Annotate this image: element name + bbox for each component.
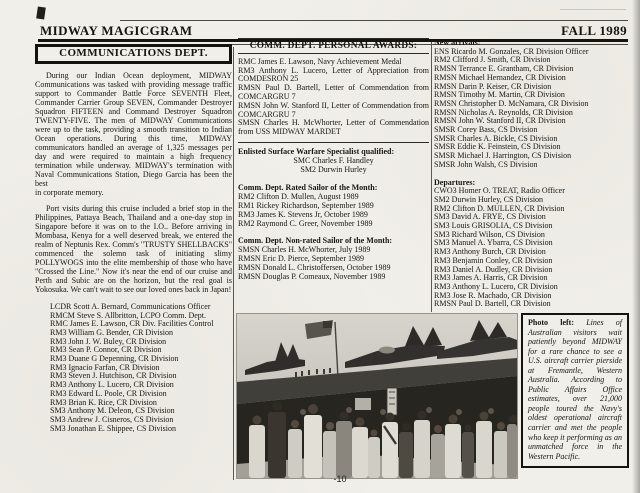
caption-text: Lines of Australian visitors wait patiently beyond MIDWAY for a rare chance to see a U.S. aircraft carrier pierside at Fremantle, Western Australia. According to Public Affairs Office estimates, over 21,000 people toured the Navy's oldest operational aircraft carrier and met the people who keep it performing as an unmatched force in the Western Pacific. [528, 318, 623, 461]
caption-label: Photo left: [528, 318, 574, 327]
departure-entry: RMSN Paul D. Bartell, CR Division [434, 299, 551, 309]
column-divider-right [431, 42, 432, 312]
dept-roster-list [35, 303, 232, 434]
departure-entry: RM3 Anthony L. Lucero, CR Division [434, 281, 558, 291]
roster-entry: RMC James E. Lawson, CR Div. Facilities Control [50, 319, 214, 329]
masthead-title: MIDWAY MAGICGRAM [40, 23, 193, 38]
roster-entry: SM3 Jonathan E. Shippee, CS Division [50, 423, 177, 433]
roster-entry: LCDR Scott A. Bernard, Communications Officer [50, 301, 211, 311]
award-entry: RMSN John W. Stanford II, Letter of Commendation from COMCARGRU 7 [238, 100, 429, 119]
nonrated-som-list [238, 246, 429, 281]
departure-entry: RM3 Daniel A. Dudley, CR Division [434, 264, 553, 274]
roster-entry: RM3 William G. Bender, CR Division [50, 327, 173, 337]
rated-som-entry: RM1 Rickey Richardson, September 1989 [238, 200, 374, 210]
roster-entry: SM3 Andrew J. Cisneros, CS Division [50, 414, 174, 424]
awards-rule-under-title [238, 53, 429, 54]
award-entry: RMSN Paul D. Bartell, Letter of Commendation from COMCARGRU 7 [238, 83, 429, 101]
departure-entry: SM3 Manuel A. Ybarra, CS Division [434, 238, 553, 248]
roster-entry: SM3 Anthony M. Deleon, CS Division [50, 406, 175, 416]
roster-entry: RM3 Edward L. Poole, CR Division [50, 388, 167, 398]
carrier-visit-photo-art [237, 314, 517, 478]
roster-entry: RM3 John J. W. Buley, CR Division [50, 336, 167, 346]
nonrated-som-heading: Comm. Dept. Non-rated Sailor of the Month: [238, 236, 393, 246]
page-edge-shadow [632, 0, 640, 493]
roster-entry: RM3 Anthony L. Lucero, CR Division [50, 380, 174, 390]
communications-dept-heading: COMMUNICATIONS DEPT. [35, 44, 232, 64]
rated-som-entry: RM3 James K. Stevens Jr, October 1989 [238, 209, 368, 219]
arrival-entry: RMSN Christopher D. McNamara, CR Division [434, 98, 589, 108]
awards-column [238, 38, 429, 281]
awards-title: COMM. DEPT. PERSONAL AWARDS: [249, 41, 418, 51]
new-arrivals-heading: New arrivals: [434, 38, 481, 47]
awards-rule-top [238, 38, 429, 39]
departure-entry: SM3 Richard Wilson, CS Division [434, 229, 545, 239]
esws-name: SMC Charles F. Handley [293, 155, 374, 165]
arrival-entry: SMSR John Walsh, CS Division [434, 159, 538, 169]
departures-list [434, 187, 628, 309]
award-entry: RM3 Anthony L. Lucero, Letter of Appreciation from COMDESRON 25 [238, 65, 429, 84]
award-entry: SMSN Charles H. McWhorter, Letter of Commendation from USS MIDWAY MARDET [238, 118, 429, 137]
arrival-entry: RMSN Terrance E. Grantham, CR Division [434, 64, 574, 74]
scan-artifact [36, 7, 46, 20]
departure-entry: CWO3 Homer O. TREAT, Radio Officer [434, 186, 565, 196]
arrival-entry: SMSR Corey Bass, CS Division [434, 125, 538, 135]
departure-entry: SM2 Durwin Hurley, CS Division [434, 194, 544, 204]
arrival-entry: RMSN Darin P. Keiser, CR Division [434, 81, 552, 91]
esws-heading: Enlisted Surface Warfare Specialist qualified: [238, 146, 395, 156]
deployment-paragraph: During our Indian Ocean deployment, MIDWAY Communications was tasked with providing message traffic support to Commander Battle Force SEVENTH Fleet, Commander Carrier Group SEVEN, Commander Destroyer Squadron FIFTEEN and Command Destroyer Squadron TWENTY-FIVE. The men of MIDWAY Communications were up to the task, providing a smooth transition to Indian Ocean operations. During this time, MIDWAY communicators handled an average of 1,325 messages per day and were required to maintain a high frequency termination while underway. MIDWAY's termination with Naval Communications Station, Diego Garcia has been the best in corporate memory. [35, 70, 232, 197]
award-entry: RMC James E. Lawson, Navy Achievement Medal [238, 56, 402, 66]
arrival-entry: RMSN Michael Hernandez, CR Division [434, 72, 566, 82]
arrival-entry: SMSR Charles A. Bickle, CS Division [434, 133, 558, 143]
rated-som-heading: Comm. Dept. Rated Sailor of the Month: [238, 183, 378, 193]
header-rule-top [120, 20, 628, 21]
arrival-entry: RMSN Nicholas A. Reynolds, CR Division [434, 107, 573, 117]
page-number: -10 [333, 474, 347, 484]
arrival-entry: SMSR Michael J. Harrington, CS Division [434, 151, 572, 161]
rated-som-entry: RM2 Clifton D. Mullen, August 1989 [238, 192, 359, 202]
arrival-entry: SMSR Eddie K. Feinstein, CS Division [434, 142, 561, 152]
arrivals-departures-column [434, 39, 628, 309]
departure-entry: RM3 James A. Harris, CR Division [434, 273, 548, 283]
communications-dept-column [35, 44, 232, 433]
departure-entry: RM3 Jose R. Machado, CR Division [434, 290, 552, 300]
new-arrivals-list [434, 48, 628, 170]
column-divider-left [233, 47, 234, 480]
issue-date: FALL 1989 [561, 23, 627, 38]
nonrated-som-entry: RMSN Eric D. Pierce, September 1989 [238, 253, 364, 263]
awards-rule-bottom [238, 142, 429, 143]
roster-entry: RM3 Brian K. Rice, CR Division [50, 397, 157, 407]
arrival-entry: RM2 Clifford J. Smith, CR Division [434, 55, 551, 65]
departure-entry: RM2 Clifton D. MULLEN, CR Division [434, 203, 565, 213]
awards-list [238, 58, 429, 137]
nonrated-som-entry: RMSN Donald L. Christoffersen, October 1989 [238, 262, 391, 272]
carrier-visit-photo [237, 314, 517, 478]
hull-sign [355, 398, 371, 410]
arrival-entry: RMSN John W. Stanford II, CR Division [434, 116, 566, 126]
esws-name: SM2 Durwin Hurley [300, 164, 367, 174]
rated-som-entry: RM2 Raymond C. Greer, November 1989 [238, 218, 373, 228]
roster-entry: RM3 Duane G Depenning, CR Division [50, 354, 179, 364]
roster-entry: RM3 Sean P. Connor, CR Division [50, 345, 162, 355]
roster-entry: RM3 Ignacio Farfan, CR Division [50, 362, 160, 372]
departures-heading: Departures: [434, 177, 476, 187]
roster-entry: RM3 Steven J. Hutchison, CR Division [50, 371, 177, 381]
scan-artifact-line [560, 9, 626, 10]
departure-entry: SM3 Louis GRISOLIA, CS Division [434, 221, 553, 231]
nonrated-som-entry: RMSN Douglas P. Comeaux, November 1989 [238, 271, 386, 281]
departure-entry: SM3 David A. FRYE, CS Division [434, 212, 546, 222]
esws-names [238, 157, 429, 175]
roster-entry: RMCM Steve S. Allbritton, LCPO Comm. Dept. [50, 310, 207, 320]
photo-caption-box [521, 313, 629, 468]
arrival-entry: RMSN Timothy M. Martin, CR Division [434, 90, 565, 100]
departure-entry: RM3 Anthony Burch, CR Division [434, 247, 546, 257]
departure-entry: RM3 Benjamin Conley, CR Division [434, 255, 553, 265]
port-visits-paragraph: Port visits during this cruise included a brief stop in the Philippines, Pattaya Beach, Thailand and a one-day stop in Singapore before it was on to the I.O.. Before arriving in Mombasa, Kenya for a well deserved break, we entered the realm of Neptunis Rex. Comm's "TRUSTY SHELLBACKS" commenced the solemn task of initiating slimy POLLYWOGS into the elite membership of those who have "Crossed the Line." Now it's near the end of our cruise and Perth and Subic are on the horizon, but the real goal is Yokosuka. We can't wait to see our loved ones back in Japan! [35, 203, 232, 294]
arrival-entry: ENS Ricardo M. Gonzales, CR Division Officer [434, 46, 589, 56]
rated-som-list [238, 193, 429, 228]
nonrated-som-entry: SMSN Charles H. McWhorter, July 1989 [238, 245, 371, 255]
